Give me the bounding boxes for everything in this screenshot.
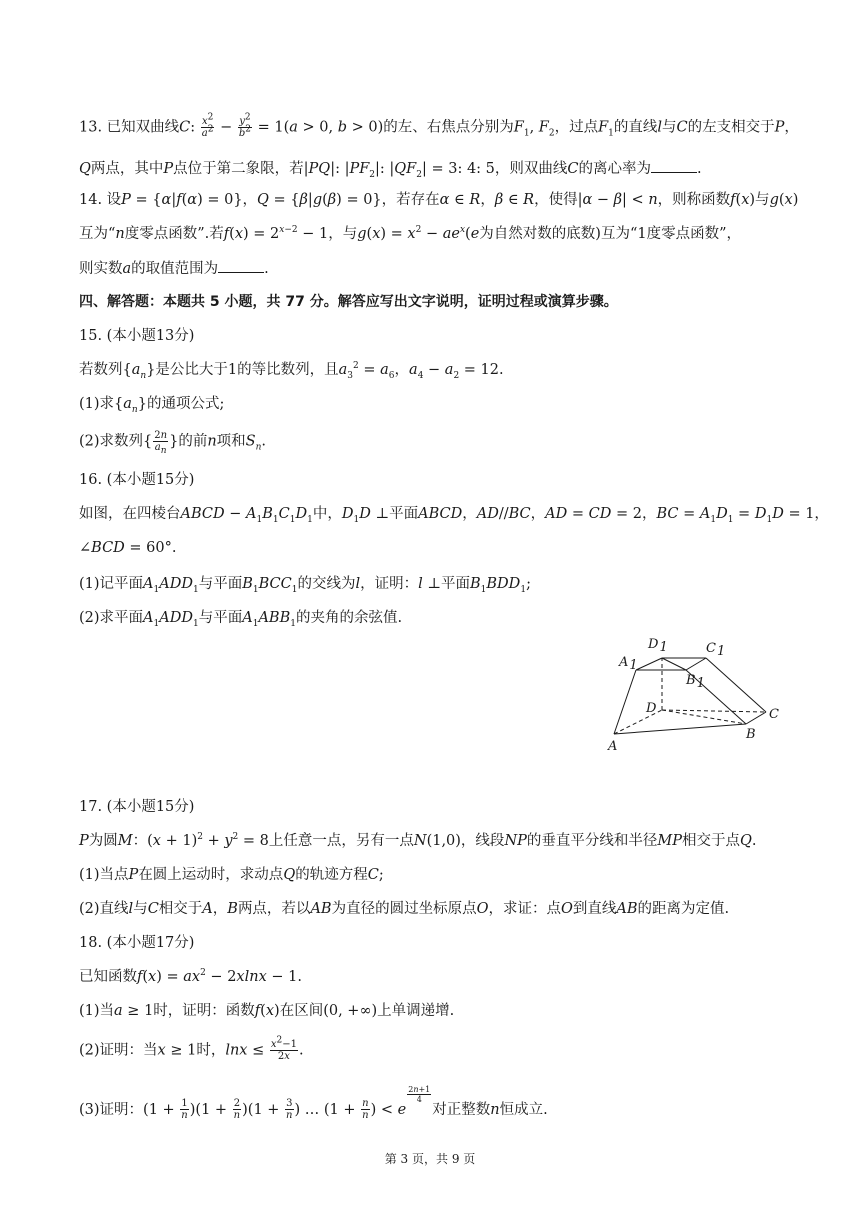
q18-part-3: (3)证明：(1 + $\frac{1}{n}$ )(1 + $\frac{2}{n}$ )(1 + $\frac{3}{n}$ ) … (1 + $\frac{n}{n}$ ) < e $^{\frac{2n+1}{4}}$ 对正整数n恒成立.: [79, 1085, 548, 1122]
label-A: A: [608, 739, 618, 754]
edge-AB: [614, 724, 746, 734]
q14-line-3: 则实数a的取值范围为 .: [79, 258, 800, 279]
label-D1: D1: [648, 637, 668, 655]
page-footer: 第 3 页，共 9 页: [384, 1152, 476, 1166]
label-B1: B1: [686, 673, 705, 691]
section-heading: 四、解答题：本题共 5 小题，共 77 分。解答应写出文字说明，证明过程或演算步骤。: [79, 294, 618, 310]
edge-DC: [662, 710, 766, 712]
label-D: D: [646, 701, 657, 716]
q17-part-1: (1)当点P在圆上运动时，求动点Q的轨迹方程C;: [79, 867, 384, 883]
q18-title: 18. (本小题17分): [79, 935, 195, 951]
q16-stem-1: 如图，在四棱台ABCD − $A_1B_1C_1D_1$中，$D_1D$ ⊥平面ABCD，AD//BC，AD = CD = 2，BC = $A_1D_1 = D_1D = 1$，: [79, 506, 829, 525]
q16-stem-2: ∠BCD = 60°.: [79, 540, 177, 556]
q15-part-1: (1)求$\{a_n\}$的通项公式;: [79, 396, 225, 415]
q18-part-1: (1)当a ≥ 1时，证明：函数f(x)在区间(0, +∞)上单调递增.: [79, 1003, 455, 1019]
q14-line-2: 互为“n度零点函数”.若$f(x) = 2^{x-2} - 1$，与$g(x) = x^2 - ae^x(e$为自然对数的底数)互为“1度零点函数”，: [79, 225, 742, 242]
label-B: B: [746, 727, 756, 742]
edge-D1B1: [662, 658, 686, 670]
q15-title: 15. (本小题13分): [79, 328, 195, 344]
q16-part-2: (2)求平面$A_1ADD_1$与平面$A_1ABB_1$的夹角的余弦值.: [79, 610, 403, 629]
q18-stem: 已知函数$f(x) = ax^2 - 2xlnx - 1$.: [79, 968, 302, 985]
q16-part-1: (1)记平面$A_1ADD_1$与平面$B_1BCC_1$的交线为l，证明：l ⊥平面$B_1BDD_1$;: [79, 576, 531, 595]
q18-part-2: (2)证明：当x ≥ 1时，lnx ≤ $\frac{x^2-1}{2x}$ .: [79, 1035, 304, 1062]
edge-A1D1: [636, 658, 662, 670]
answer-blank: [651, 158, 697, 173]
q16-title: 16. (本小题15分): [79, 472, 195, 488]
q13-line-2: Q两点，其中P点位于第二象限，若|PQ|: $|PF_2|$: $|QF_2| = 3$: 4: 5，则双曲线C的离心率为 .: [79, 158, 800, 179]
answer-blank: [218, 258, 264, 273]
label-A1: A1: [619, 655, 638, 673]
q17-part-2: (2)直线l与C相交于A，B两点，若以AB为直径的圆过坐标原点O，求证：点O到直线AB的距离为定值.: [79, 901, 730, 917]
q17-title: 17. (本小题15分): [79, 799, 195, 815]
q17-stem: P为圆M：$(x + 1)^2 + y^2 = 8$上任意一点，另有一点N(1,0)，线段NP的垂直平分线和半径MP相交于点Q.: [79, 832, 757, 849]
frustum-figure: [606, 630, 786, 760]
label-C: C: [769, 707, 779, 722]
label-C1: C1: [706, 641, 726, 659]
edge-B1C1: [686, 658, 706, 670]
q14-line-1: 14. 设P = {α|f(α) = 0}，Q = {β|g(β) = 0}，若存在α ∈ R，β ∈ R，使得|α − β| < n，则称函数f(x)与g(x): [79, 192, 799, 208]
q15-part-2: (2)求数列{ $\frac{2n}{a_n}$ }的前n项和$S_n$.: [79, 430, 267, 456]
edge-CC1: [706, 658, 766, 712]
q13-line-1: 13. 已知双曲线C: $\frac{x^2}{a^2}$ − $\frac{y^2}{b^2}$ = 1(a > 0, b > 0)的左、右焦点分别为$F_1$, $F_2$，过点$F_1$的直线l与C的左支相交于P，: [79, 112, 799, 139]
q15-stem: 若数列$\{a_n\}$是公比大于1的等比数列，且$a_3^2 = a_6$，$a_4 - a_2 = 12$.: [79, 361, 504, 381]
edge-BC: [746, 712, 766, 724]
